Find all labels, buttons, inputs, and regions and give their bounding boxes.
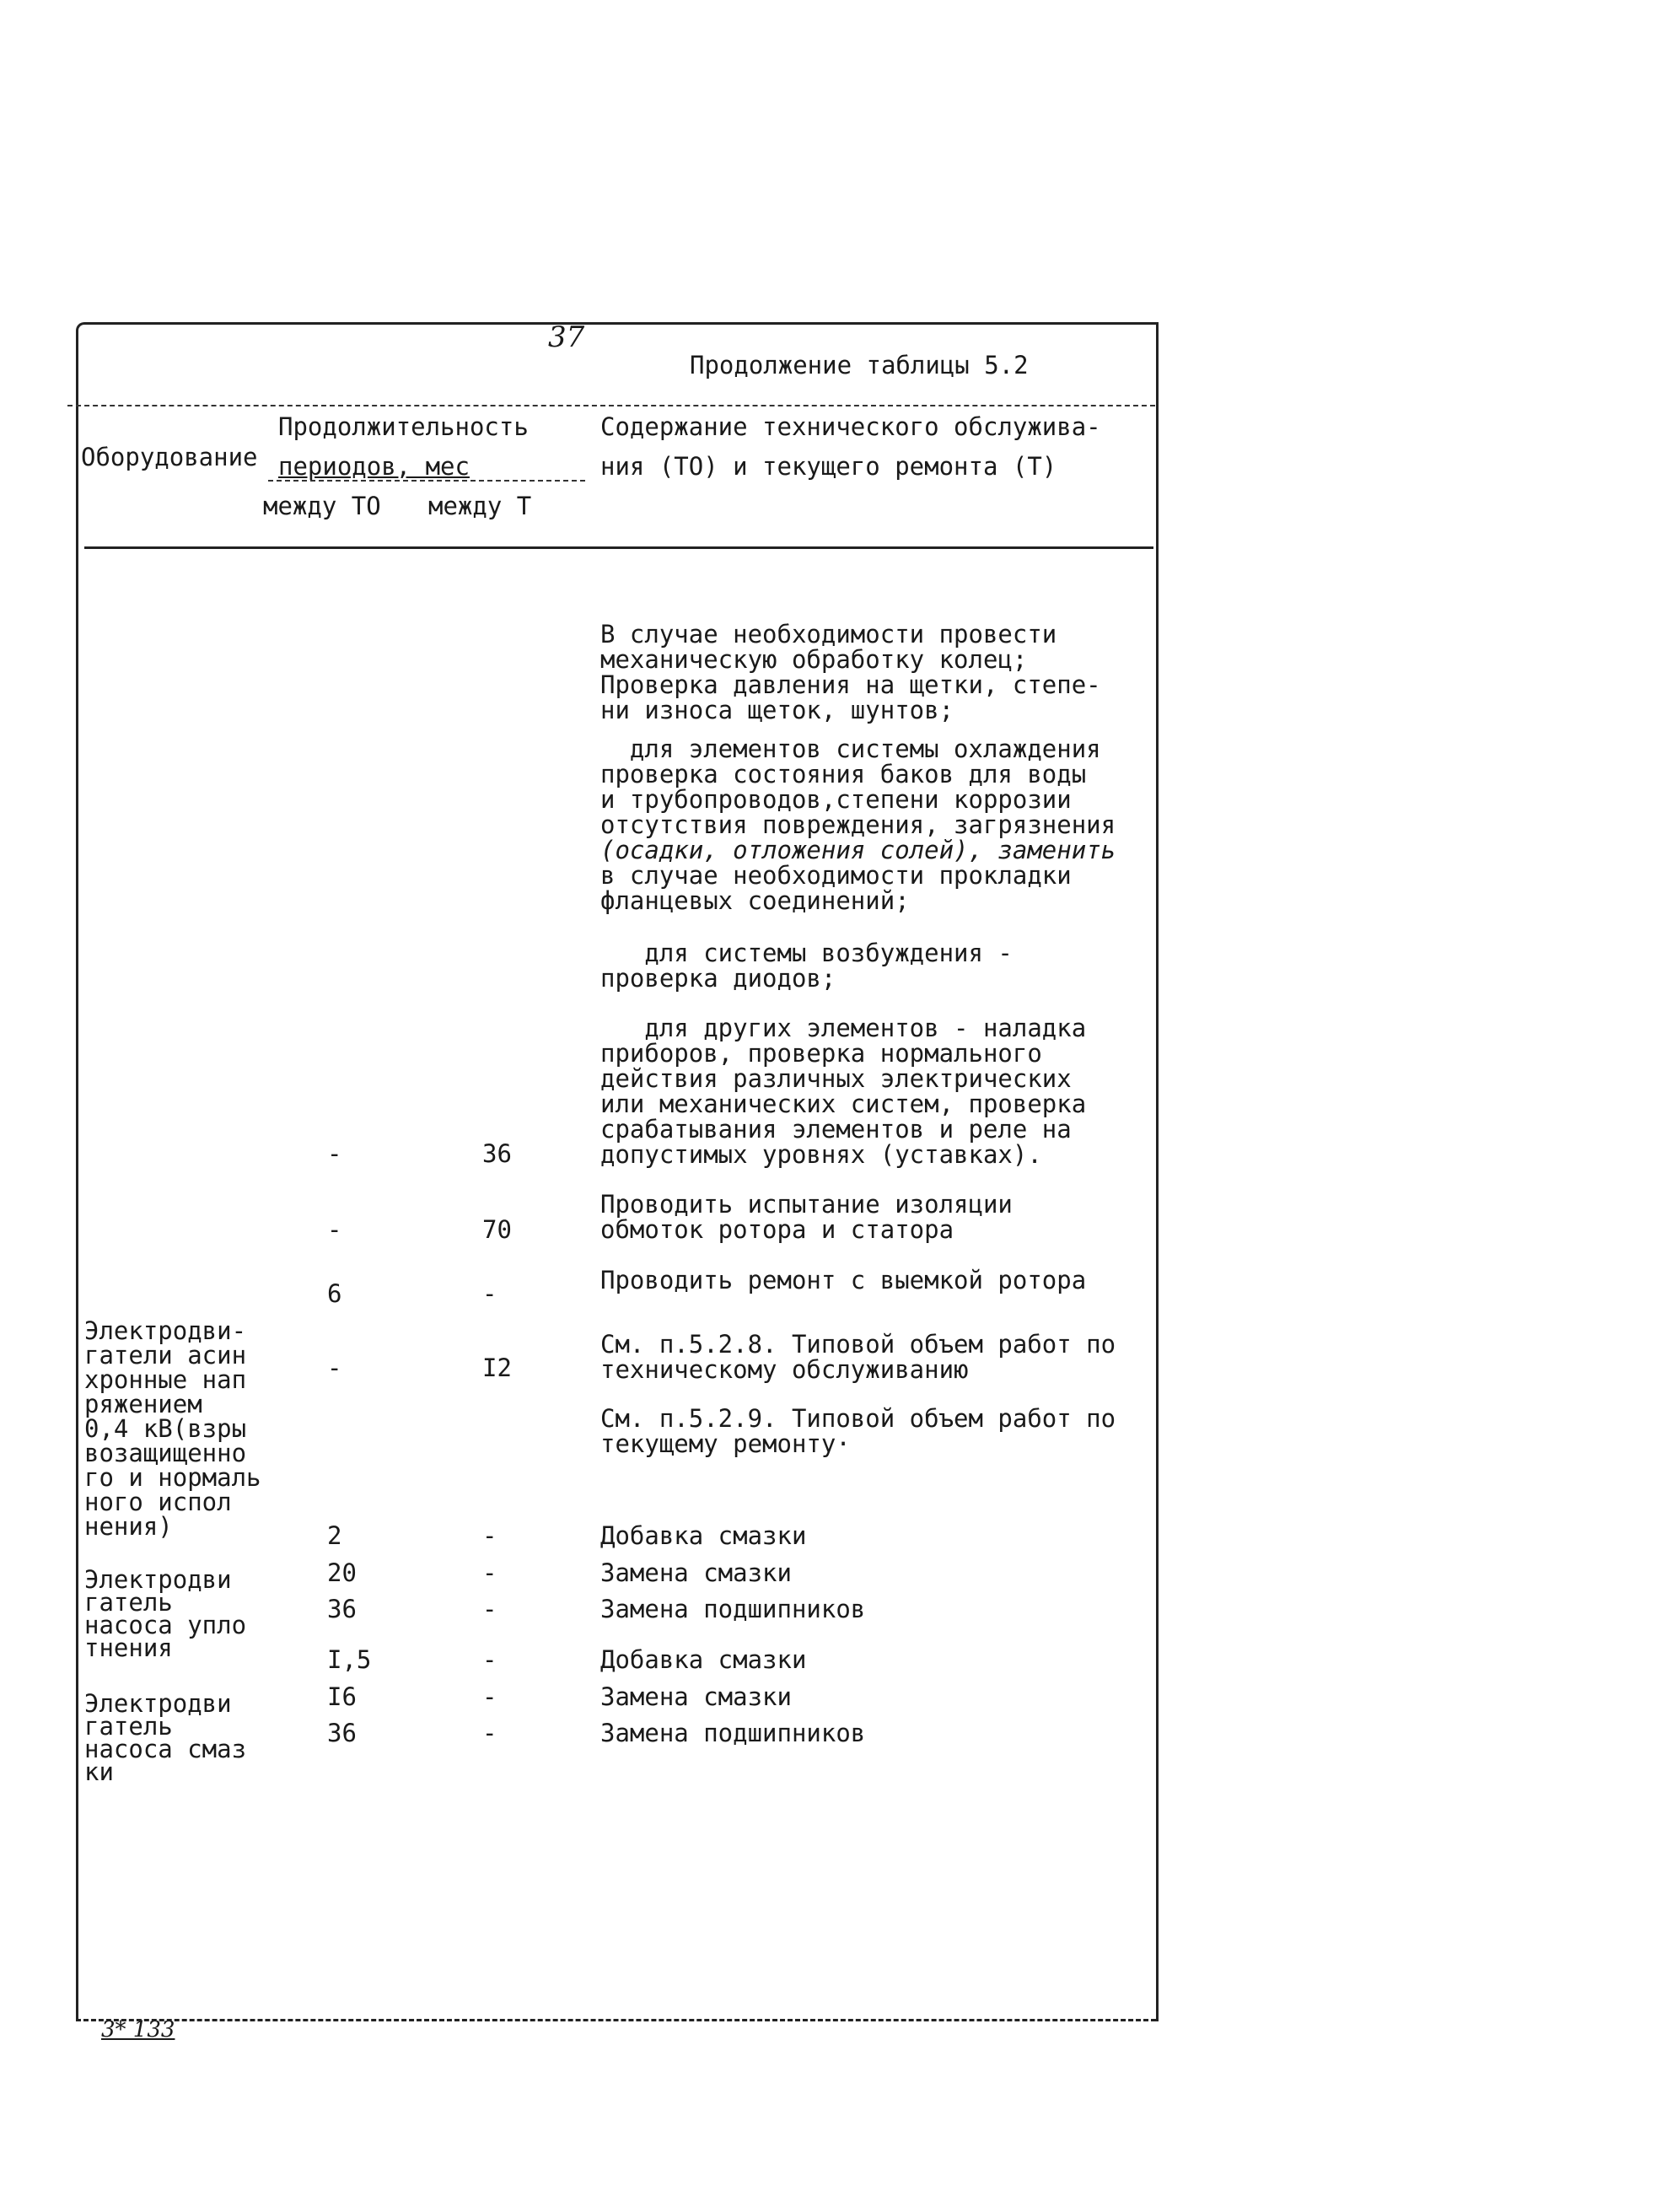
content-para-1: В случае необходимости провести механическую обработку колец; Проверка давления на щетки, степе- ни износа щеток, шунтов;	[600, 620, 1101, 724]
frame-bottom-rule	[76, 2019, 1156, 2021]
row-t-value: -	[482, 1645, 497, 1674]
continuation-title: Продолжение таблицы 5.2	[690, 351, 1029, 379]
header-sub-t: между Т	[428, 492, 532, 520]
content-para-3: для системы возбуждения - проверка диодов;	[600, 939, 1013, 993]
row-to-value: -	[327, 1139, 342, 1168]
row-content: Проводить ремонт с выемкой ротора	[600, 1266, 1087, 1294]
row-to-value: 2	[327, 1521, 342, 1550]
header-duration-line2: периодов, мес	[278, 452, 470, 481]
header-duration-line1: Продолжительность	[278, 412, 529, 441]
row-t-value: 70	[482, 1215, 512, 1244]
equipment-name: Электродви гатель насоса смаз ки	[84, 1689, 247, 1786]
row-to-value: 20	[327, 1558, 357, 1587]
row-to-value: -	[327, 1354, 342, 1382]
header-content-line2: ния (ТО) и текущего ремонта (Т)	[600, 452, 1057, 481]
footer-stamp: 3* 133	[101, 2017, 175, 2042]
row-to-value: 36	[327, 1595, 357, 1623]
row-to-value: I6	[327, 1682, 357, 1711]
equipment-name: Электродви гатель насоса упло тнения	[84, 1565, 247, 1662]
content-para-2: для элементов системы охлаждения проверка состояния баков для воды и трубопроводов,степени коррозии отсутствия повреждения, загрязнения (осадки, отложения солей), заменить в случае необходимости прокладки фланцевых соединений;	[600, 735, 1116, 915]
row-to-value: I,5	[327, 1645, 372, 1674]
row-t-value: -	[482, 1521, 497, 1550]
row-to-value: 36	[327, 1719, 357, 1747]
row-t-value: -	[482, 1682, 497, 1711]
content-para-4: для других элементов - наладка приборов, проверка нормального действия различных электрических или механических систем, проверка срабатывания элементов и реле на допустимых уровнях (уставках).	[600, 1014, 1087, 1169]
row-content: Добавка смазки	[600, 1521, 807, 1550]
row-content: См. п.5.2.8. Типовой объем работ по техническому обслуживанию	[600, 1330, 1116, 1384]
row-content: См. п.5.2.9. Типовой объем работ по текущему ремонту·	[600, 1404, 1116, 1458]
row-content: Замена подшипников	[600, 1719, 866, 1747]
row-t-value: -	[482, 1595, 497, 1623]
header-top-rule	[67, 405, 1155, 406]
row-t-value: -	[482, 1279, 497, 1308]
row-content: Замена смазки	[600, 1682, 792, 1711]
row-t-value: I2	[482, 1354, 512, 1382]
equipment-name: Электродви- гатели асин хронные нап ряжением 0,4 кВ(взры возащищенно го и нормаль ного испол нения)	[84, 1316, 261, 1541]
row-t-value: -	[482, 1558, 497, 1587]
row-content: Добавка смазки	[600, 1645, 807, 1674]
row-to-value: -	[327, 1215, 342, 1244]
handwritten-page-number: 37	[548, 320, 585, 354]
row-content: Замена подшипников	[600, 1595, 866, 1623]
header-equipment: Оборудование	[81, 443, 258, 471]
row-to-value: 6	[327, 1279, 342, 1308]
header-duration-rule	[268, 480, 585, 482]
row-content: Проводить испытание изоляции обмоток ротора и статора	[600, 1190, 1013, 1244]
row-content: Замена смазки	[600, 1558, 792, 1587]
row-t-value: 36	[482, 1139, 512, 1168]
header-sub-to: между ТО	[263, 492, 381, 520]
header-bottom-rule	[84, 546, 1153, 549]
header-content-line1: Содержание технического обслужива-	[600, 412, 1101, 441]
row-t-value: -	[482, 1719, 497, 1747]
